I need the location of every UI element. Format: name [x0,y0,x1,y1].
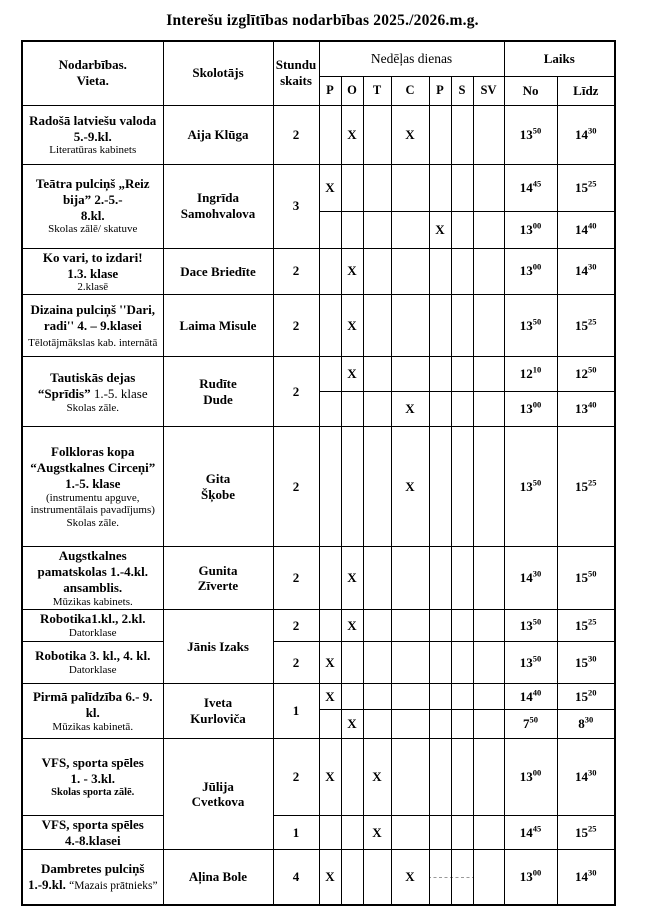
activity-title-line2: 5.-9.kl. [73,128,112,144]
activity-title: Robotika 3. kl., 4. kl. [35,648,151,664]
hours-cell: 2 [273,547,319,610]
table-row [22,547,615,610]
day-cell [341,211,363,248]
activity-title: Robotika1.kl., 2.kl. [40,611,146,627]
header-row-top [22,41,615,76]
day-cell [341,164,363,211]
day-cell: X [319,642,341,684]
hours-cell: 2 [273,105,319,164]
time-to-header: Līdz [557,76,615,105]
day-cell [429,105,451,164]
day-cell [363,295,391,357]
activity-title: VFS, sporta spēles [41,817,144,833]
day-cell: X [341,357,363,392]
day-cell [473,684,504,710]
table-row [22,295,615,357]
day-cell [473,248,504,295]
schedule-table [21,40,616,906]
day-cell [429,547,451,610]
col-header-activity-line2: Vieta. [76,73,109,89]
hours-cell: 2 [273,739,319,816]
day-cell: X [319,739,341,816]
day-cell [391,710,429,739]
day-cell [429,816,451,850]
hours-cell: 4 [273,850,319,905]
day-cell [341,427,363,547]
time-from-cell: $13^{50}$ [504,610,557,642]
time-from-cell: $7^{50}$ [504,710,557,739]
activity-title: Tautiskās dejas “Sprīdis” [37,369,136,401]
time-from-cell: $14^{30}$ [504,547,557,610]
day-cell [473,427,504,547]
day-cell [451,610,473,642]
teacher-cell [163,248,273,295]
table-row [22,427,615,547]
col-header-teacher: Skolotājs [163,41,273,105]
col-header-hours-line2: skaits [280,73,312,89]
activity-title-line2: 1.-5. klase [65,476,121,492]
teacher-name-line2: Šķobe [201,486,235,502]
day-cell: X [319,164,341,211]
day-cell [429,295,451,357]
day-cell [391,357,429,392]
day-cell [319,710,341,739]
day-cell [473,710,504,739]
time-from-header: No [504,76,557,105]
teacher-name-line2: Kurloviča [190,711,246,727]
activity-extra: 1.-5. klase [93,385,148,401]
activity-cell [22,684,163,739]
day-cell [341,816,363,850]
time-from-cell: $13^{50}$ [504,427,557,547]
day-cell [429,739,451,816]
time-from-cell: $14^{45}$ [504,164,557,211]
day-cell [451,392,473,427]
activity-location: Literatūras kabinets [49,143,137,156]
document-title: Interešu izglītības nodarbības 2025./2026.m.g. [166,12,479,29]
day-cell: X [319,850,341,905]
day-cell: X [429,211,451,248]
day-cell [363,610,391,642]
day-cell [473,211,504,248]
day-cell [363,850,391,905]
time-from-cell: $14^{45}$ [504,816,557,850]
activity-note: (instrumentu apguve, instrumentālais pavadījums) [30,491,155,517]
day-cell [451,164,473,211]
time-to-cell: $8^{30}$ [557,710,615,739]
day-cell [391,684,429,710]
time-from-cell: $13^{50}$ [504,642,557,684]
teacher-cell [163,610,273,684]
day-cell [429,710,451,739]
day-cell [363,211,391,248]
activity-location: Datorklase [68,664,117,677]
day-cell [473,392,504,427]
day-cell [473,164,504,211]
teacher-name: Rudīte [199,376,237,392]
activity-location: Skolas sporta zālē. [51,786,135,798]
day-cell [319,392,341,427]
day-cell [391,739,429,816]
day-cell [429,684,451,710]
time-to-cell: $15^{25}$ [557,295,615,357]
table-row [22,105,615,164]
day-cell [451,739,473,816]
table-row [22,684,615,710]
day-header-tuesday: O [341,76,363,105]
day-cell [429,642,451,684]
teacher-name: Aļina Bole [188,869,248,885]
day-cell [391,610,429,642]
activity-title-line2: ansamblis. [63,580,123,596]
teacher-cell [163,295,273,357]
day-cell [363,710,391,739]
time-to-cell: $14^{30}$ [557,739,615,816]
day-cell [319,816,341,850]
day-cell [363,164,391,211]
col-header-hours [273,41,319,105]
day-cell: X [391,392,429,427]
day-cell [473,739,504,816]
day-cell [341,642,363,684]
day-cell [363,642,391,684]
teacher-cell [163,684,273,739]
activity-location: Skolas zālē/ skatuve [48,223,138,236]
day-header-monday: P [319,76,341,105]
day-cell: X [363,739,391,816]
activity-cell [22,357,163,427]
table-row [22,850,615,905]
table-row [22,610,615,642]
day-cell [451,357,473,392]
hours-cell: 2 [273,248,319,295]
activity-cell [22,642,163,684]
hours-cell: 1 [273,684,319,739]
day-cell [391,248,429,295]
day-cell [451,248,473,295]
day-cell [363,105,391,164]
day-cell [429,357,451,392]
day-cell: X [391,427,429,547]
time-to-cell: $12^{50}$ [557,357,615,392]
activity-cell [22,105,163,164]
table-row [22,642,615,684]
day-cell [429,248,451,295]
teacher-cell [163,105,273,164]
time-to-cell: $13^{40}$ [557,392,615,427]
day-cell [363,684,391,710]
day-cell [473,642,504,684]
time-from-cell: $12^{10}$ [504,357,557,392]
day-cell [319,248,341,295]
col-header-weekdays: Nedēļas dienas [319,41,504,76]
day-cell [363,357,391,392]
time-to-cell: $15^{25}$ [557,427,615,547]
table-row [22,357,615,392]
day-cell [363,248,391,295]
time-from-cell: $14^{40}$ [504,684,557,710]
activity-title: VFS, sporta spēles [41,755,144,771]
day-cell: X [319,684,341,710]
activity-cell [22,164,163,248]
table-row [22,739,615,816]
day-cell [363,427,391,547]
hours-cell: 2 [273,295,319,357]
day-header-sunday: SV [473,76,504,105]
activity-location: Tēlotājmākslas kab. internātā [28,336,158,349]
day-cell [319,357,341,392]
teacher-name: Gunita [198,562,238,578]
activity-cell [22,816,163,850]
activity-title: Dizaina pulciņš ''Dari, radi'' 4. – 9.klasei [30,301,156,333]
day-cell [319,295,341,357]
hours-cell: 3 [273,164,319,248]
day-cell [473,610,504,642]
activity-location: Datorklase [68,627,117,640]
teacher-name: Jūlija [202,778,234,794]
time-from-cell: $13^{00}$ [504,392,557,427]
teacher-cell [163,357,273,427]
activity-title-line2: 1. - 3.kl. [70,771,115,787]
hours-cell: 2 [273,610,319,642]
time-to-cell: $15^{25}$ [557,164,615,211]
time-to-cell: $14^{30}$ [557,850,615,905]
day-cell [473,357,504,392]
day-cell [391,295,429,357]
day-cell [391,547,429,610]
activity-cell [22,248,163,295]
teacher-name: Dace Briedīte [180,263,256,279]
teacher-cell [163,850,273,905]
teacher-name: Laima Misule [179,318,257,334]
day-cell: X [341,710,363,739]
time-from-cell: $13^{50}$ [504,295,557,357]
day-cell [391,211,429,248]
time-to-cell: $14^{30}$ [557,105,615,164]
time-from-cell: $13^{00}$ [504,211,557,248]
activity-cell [22,427,163,547]
day-cell [451,547,473,610]
time-to-cell: $15^{25}$ [557,816,615,850]
day-cell-dashed [451,850,473,905]
day-cell [319,610,341,642]
time-to-cell: $15^{20}$ [557,684,615,710]
teacher-name: Aija Klūga [187,126,249,142]
activity-location: Skolas zāle. [66,401,120,414]
day-cell [451,211,473,248]
activity-location: Mūzikas kabinets. [52,595,133,608]
col-header-time: Laiks [504,41,615,76]
day-cell [451,684,473,710]
day-cell [451,427,473,547]
activity-cell [22,739,163,816]
day-cell [429,610,451,642]
day-cell [391,816,429,850]
day-header-saturday: S [451,76,473,105]
activity-cell [22,610,163,642]
day-cell [319,211,341,248]
day-cell [391,642,429,684]
activity-cell [22,850,163,905]
day-cell [451,105,473,164]
day-cell [473,295,504,357]
time-from-cell: $13^{00}$ [504,248,557,295]
time-to-cell: $15^{30}$ [557,642,615,684]
day-cell: X [341,105,363,164]
day-cell [451,710,473,739]
day-header-friday: P [429,76,451,105]
time-from-cell: $13^{00}$ [504,850,557,905]
day-cell [473,816,504,850]
day-cell [341,850,363,905]
activity-title: Ko vari, to izdari! [42,249,143,265]
table-row [22,816,615,850]
teacher-name: Jānis Izaks [187,638,249,654]
hours-cell: 2 [273,357,319,427]
day-cell [319,547,341,610]
day-cell: X [363,816,391,850]
day-cell: X [341,248,363,295]
day-cell [429,392,451,427]
activity-title: Teātra pulciņš „Reiz bija” 2.-5.- [35,176,150,208]
day-cell [473,850,504,905]
time-from-cell: $13^{00}$ [504,739,557,816]
time-to-cell: $14^{40}$ [557,211,615,248]
teacher-name-line2: Cvetkova [191,794,245,810]
teacher-name-line2: Zīverte [197,578,239,594]
activity-location: 2.klasē [77,280,109,293]
teacher-cell [163,547,273,610]
day-header-thursday: C [391,76,429,105]
teacher-name-line2: Dude [203,391,233,407]
day-cell [363,392,391,427]
time-to-cell: $15^{25}$ [557,610,615,642]
activity-location: Skolas zāle. [66,516,120,529]
teacher-cell [163,164,273,248]
activity-title-line2: 1.3. klase [67,265,119,281]
day-cell: X [341,295,363,357]
time-from-cell: $13^{50}$ [504,105,557,164]
day-cell [429,164,451,211]
day-cell [429,427,451,547]
activity-title: Folkloras kopa “Augstkalnes Circeņi” [30,444,156,476]
day-cell [341,392,363,427]
hours-cell: 2 [273,427,319,547]
activity-title: Radošā latviešu valoda [29,112,157,128]
day-cell [341,684,363,710]
teacher-name: Iveta [203,695,233,711]
day-cell [473,105,504,164]
activity-location: Mūzikas kabinetā. [52,720,134,733]
col-header-activity-line1: Nodarbības. [58,57,127,73]
teacher-name: Gita [205,471,231,487]
activity-title: Pirmā palīdzība 6.- 9. kl. [32,688,153,720]
time-to-cell: $15^{50}$ [557,547,615,610]
table-row [22,164,615,211]
col-header-activity [22,41,163,105]
activity-cell [22,547,163,610]
day-cell [319,105,341,164]
day-cell [451,642,473,684]
day-cell: X [391,105,429,164]
teacher-name: Ingrīda [197,190,239,206]
day-header-wednesday: T [363,76,391,105]
day-cell [451,295,473,357]
time-to-cell: $14^{30}$ [557,248,615,295]
day-cell-dashed [429,850,451,905]
day-cell: X [391,850,429,905]
teacher-cell [163,427,273,547]
day-cell [341,739,363,816]
activity-title-line2: 8.kl. [80,208,105,224]
hours-cell: 1 [273,816,319,850]
activity-title-line2: 4.-8.klasei [64,833,121,849]
day-cell: X [341,547,363,610]
hours-cell: 2 [273,642,319,684]
table-row [22,248,615,295]
day-cell: X [341,610,363,642]
teacher-cell [163,739,273,850]
activity-title: Dambretes pulciņš 1.-9.kl. [27,860,145,892]
activity-extra: “Mazais prātnieks” [69,879,158,892]
day-cell [319,427,341,547]
day-cell [473,547,504,610]
teacher-name-line2: Samohvalova [180,206,256,221]
day-cell [391,164,429,211]
day-cell [363,547,391,610]
activity-cell [22,295,163,357]
activity-title: Augstkalnes pamatskolas 1.-4.kl. [37,548,149,580]
day-cell [451,816,473,850]
col-header-hours-line1: Stundu [275,57,317,73]
